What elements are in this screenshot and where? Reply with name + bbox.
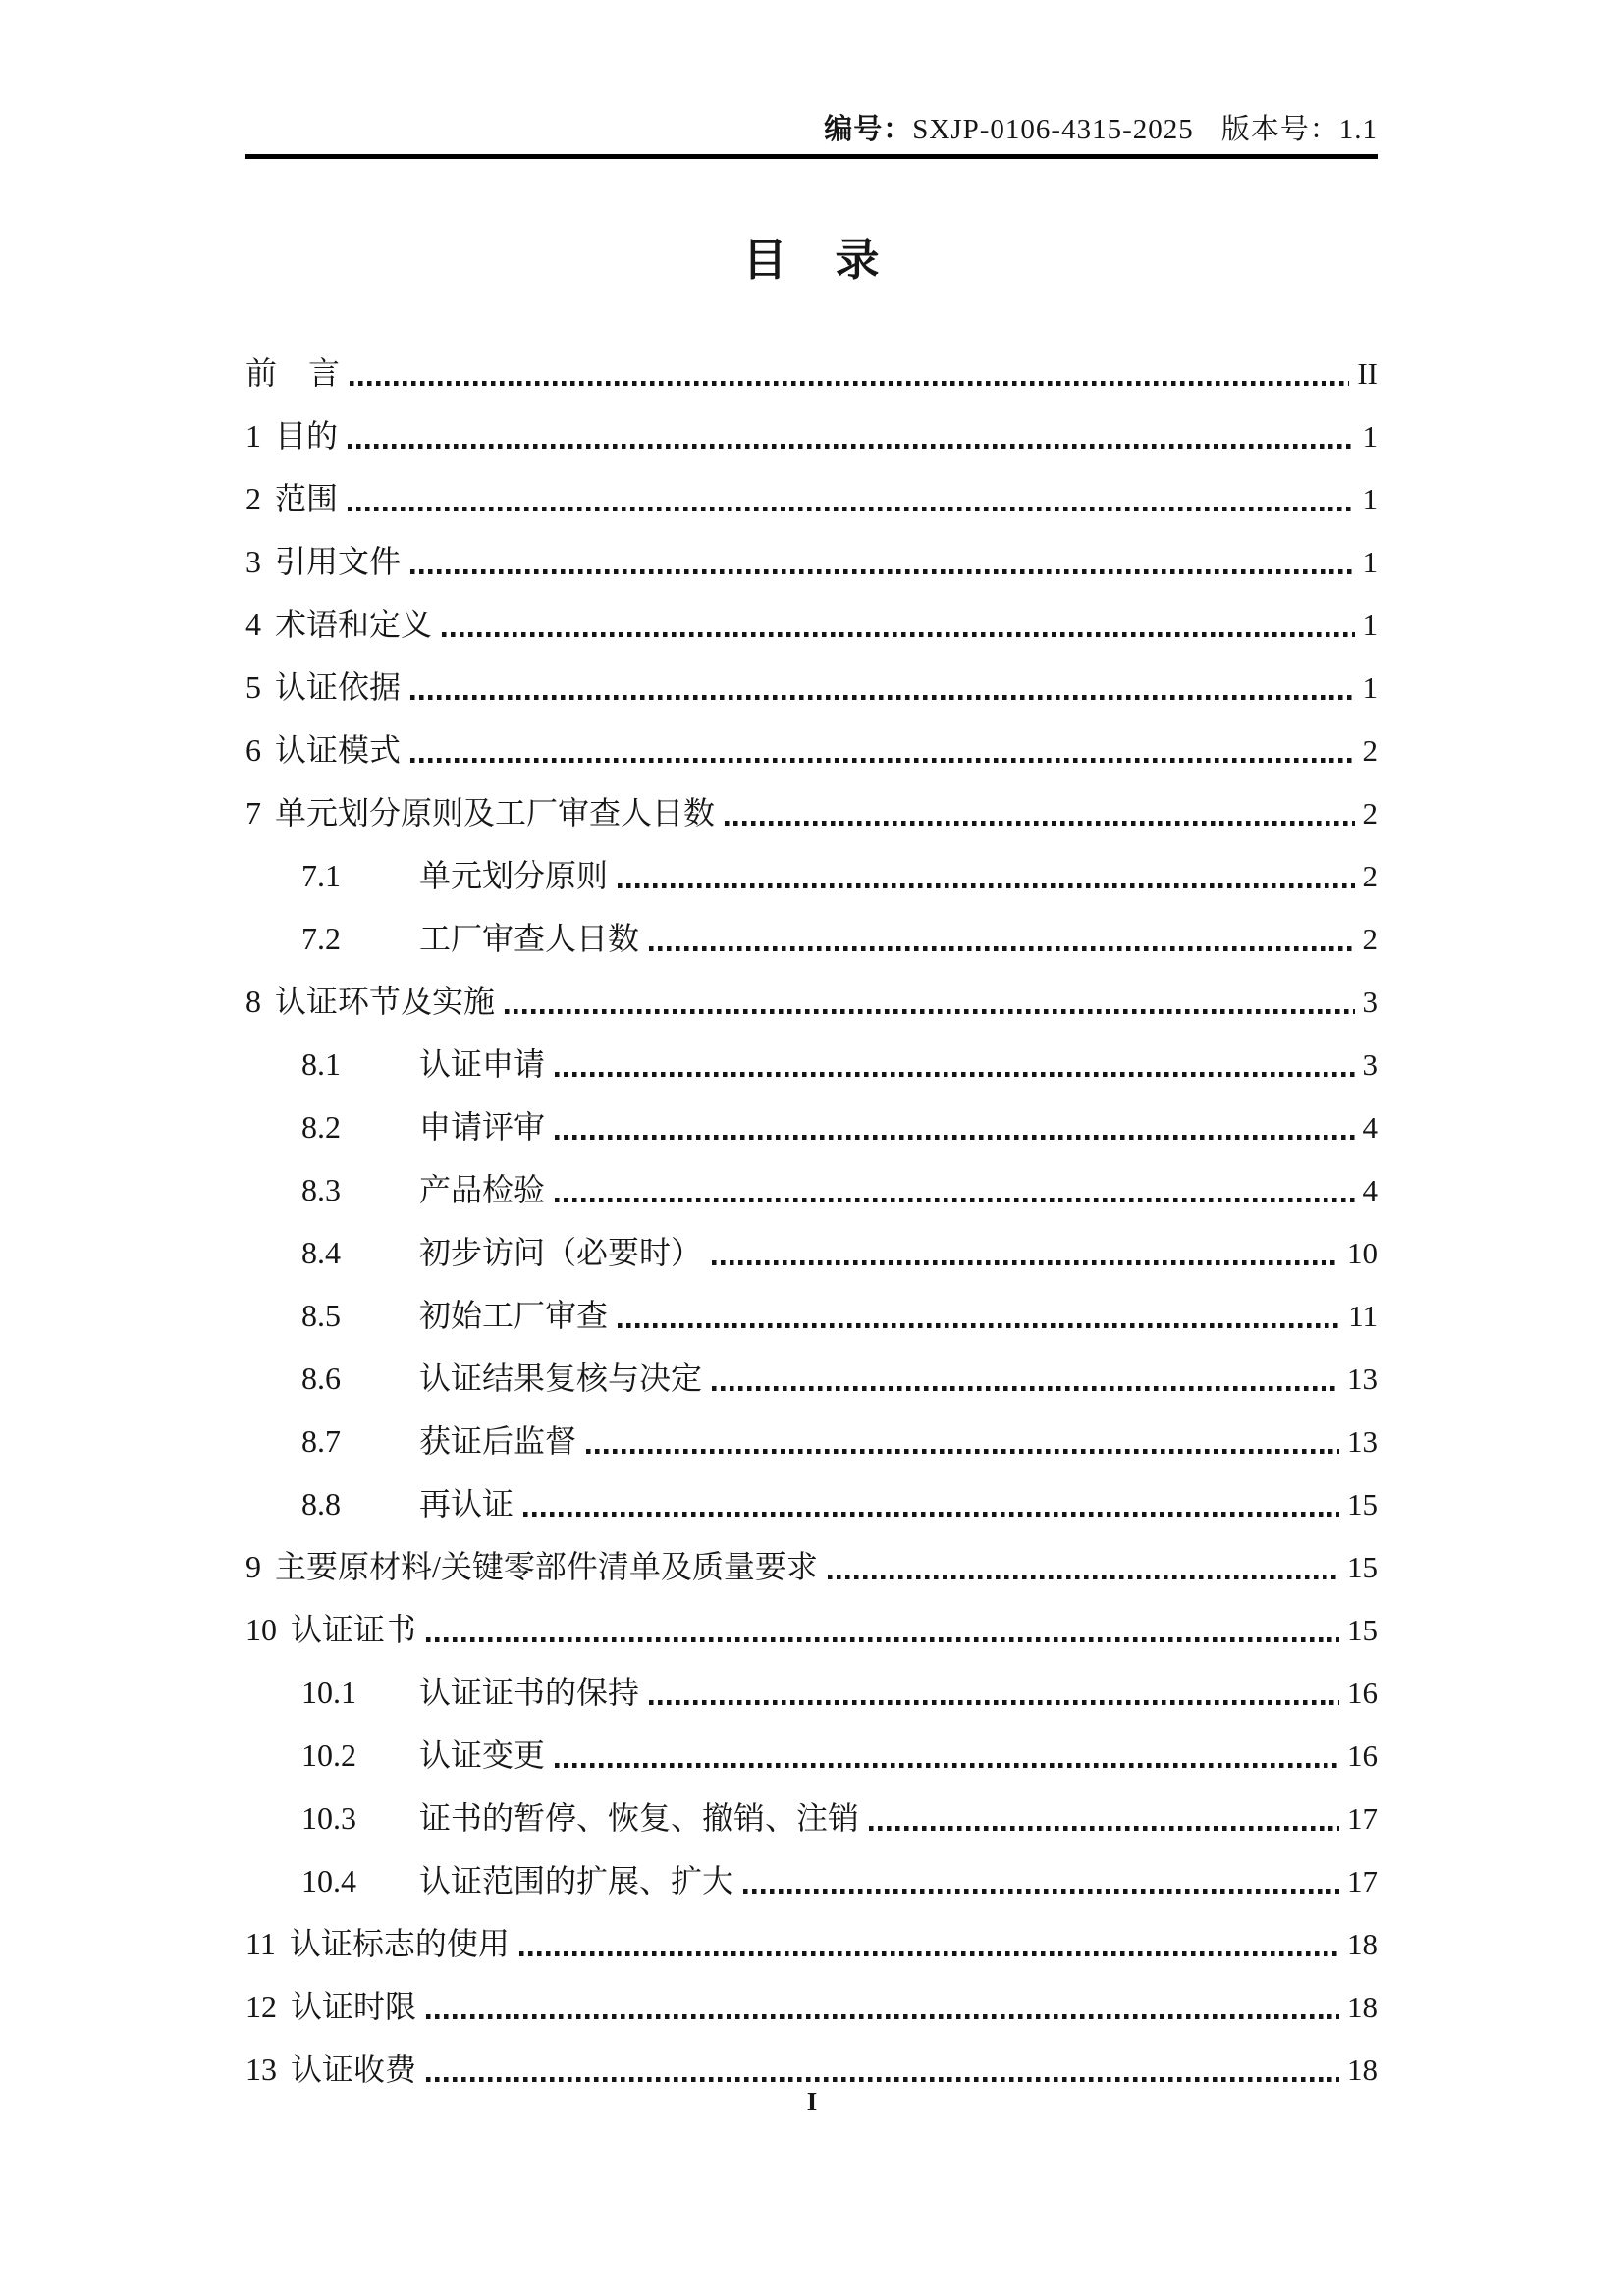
toc-entry <box>245 1463 1378 1525</box>
toc-leader-dots <box>618 1323 1340 1328</box>
document-header <box>824 110 1378 149</box>
toc-entry-number: 10.4 <box>301 1863 356 1898</box>
toc-entry <box>245 772 1378 834</box>
toc-entry-page: 4 <box>1362 1173 1378 1207</box>
toc-entry-page: 3 <box>1362 1047 1378 1082</box>
toc-entry-number: 7.1 <box>301 858 341 893</box>
toc-entry-label: 认证模式 <box>275 732 402 768</box>
toc-entry-page: 2 <box>1362 796 1378 830</box>
toc-entry-number: 1 <box>245 418 261 454</box>
toc-entry-label: 单元划分原则及工厂审查人日数 <box>275 795 716 830</box>
toc-leader-dots <box>426 1637 1339 1642</box>
toc-leader-dots <box>555 1135 1354 1140</box>
toc-entry-label: 工厂审查人日数 <box>419 921 640 956</box>
toc-entry-label: 初步访问（必要时） <box>419 1235 703 1270</box>
toc-entry-page: 16 <box>1347 1676 1378 1710</box>
toc-entry-page: 18 <box>1347 2053 1378 2087</box>
toc-entry-label: 认证结果复核与决定 <box>419 1361 703 1396</box>
toc-entry-label: 认证变更 <box>419 1737 546 1773</box>
toc-entry-page: 11 <box>1348 1299 1378 1333</box>
toc-entry-page: 2 <box>1362 733 1378 768</box>
toc-leader-dots <box>519 1951 1339 1956</box>
toc-entry-label: 范围 <box>275 481 339 516</box>
toc-entry <box>245 1651 1378 1714</box>
toc-leader-dots <box>523 1512 1339 1517</box>
toc-entry-number: 8 <box>245 984 261 1019</box>
toc-entry-label: 目的 <box>275 418 339 454</box>
toc-entry-page: 1 <box>1362 482 1378 516</box>
toc-entry <box>245 646 1378 709</box>
toc-entry-number: 3 <box>245 544 261 579</box>
toc-entry-label: 申请评审 <box>419 1109 546 1145</box>
toc-leader-dots <box>712 1260 1339 1265</box>
toc-entry <box>245 1023 1378 1086</box>
toc-entry-number: 6 <box>245 732 261 768</box>
toc-entry-page: 18 <box>1347 1990 1378 2024</box>
toc-entry <box>245 1902 1378 1965</box>
doc-number-value: SXJP-0106-4315-2025 <box>912 114 1194 145</box>
toc-entry-page: 15 <box>1347 1613 1378 1647</box>
toc-entry-number: 8.4 <box>301 1235 341 1270</box>
toc-entry-number: 11 <box>245 1926 276 1961</box>
toc-entry-page: 1 <box>1362 670 1378 705</box>
toc-entry-number: 8.7 <box>301 1423 341 1459</box>
toc-entry-number: 10.2 <box>301 1737 356 1773</box>
toc-entry-number: 2 <box>245 481 261 516</box>
toc-entry <box>245 960 1378 1023</box>
toc-entry-number: 7.2 <box>301 921 341 956</box>
toc-entry-number: 8.1 <box>301 1046 341 1082</box>
toc-entry <box>245 1400 1378 1463</box>
toc-entry-label: 认证时限 <box>291 1989 417 2024</box>
toc-leader-dots <box>649 946 1354 951</box>
toc-entry-page: 16 <box>1347 1738 1378 1773</box>
toc-entry-label: 前 言 <box>245 355 341 391</box>
toc-entry-page: 18 <box>1347 1927 1378 1961</box>
toc-entry <box>245 1777 1378 1840</box>
toc-entry-label: 认证收费 <box>291 2052 417 2087</box>
toc-entry <box>245 457 1378 520</box>
toc-entry <box>245 1965 1378 2028</box>
toc-leader-dots <box>649 1700 1339 1705</box>
toc-entry-number: 4 <box>245 607 261 642</box>
toc-entry-page: 3 <box>1362 985 1378 1019</box>
toc-entry-number: 8.3 <box>301 1172 341 1207</box>
toc-entry-page: 2 <box>1362 922 1378 956</box>
toc-entry-number: 8.2 <box>301 1109 341 1145</box>
toc-entry-number: 9 <box>245 1549 261 1584</box>
toc-entry-page: 1 <box>1362 419 1378 454</box>
toc-entry-label: 证书的暂停、恢复、撤销、注销 <box>419 1800 860 1836</box>
toc-entry-number: 8.5 <box>301 1298 341 1333</box>
toc-entry-label: 术语和定义 <box>275 607 433 642</box>
toc-entry-label: 认证证书 <box>291 1612 417 1647</box>
toc-entry-page: 17 <box>1347 1801 1378 1836</box>
toc-entry <box>245 332 1378 395</box>
toc-entry-page: 1 <box>1362 545 1378 579</box>
toc-leader-dots <box>618 883 1354 888</box>
toc-leader-dots <box>426 2077 1339 2082</box>
toc-entry-label: 认证标志的使用 <box>289 1926 510 1961</box>
toc-leader-dots <box>410 569 1354 574</box>
toc-entry-page: 10 <box>1347 1236 1378 1270</box>
toc-entry <box>245 520 1378 583</box>
toc-entry-label: 引用文件 <box>275 544 402 579</box>
toc-leader-dots <box>426 2014 1339 2019</box>
toc-entry-label: 产品检验 <box>419 1172 546 1207</box>
toc-entry <box>245 1840 1378 1902</box>
toc-entry-number: 10.1 <box>301 1675 356 1710</box>
toc-entry <box>245 709 1378 772</box>
toc-leader-dots <box>712 1386 1339 1391</box>
header-rule <box>245 154 1378 159</box>
toc-entry <box>245 1148 1378 1211</box>
toc-entry <box>245 897 1378 960</box>
toc-entry-page: 4 <box>1362 1110 1378 1145</box>
toc-entry-page: 2 <box>1362 859 1378 893</box>
toc-entry-label: 认证依据 <box>275 669 402 705</box>
toc-entry-page: 15 <box>1347 1550 1378 1584</box>
toc-entry <box>245 395 1378 457</box>
toc-entry-page: 13 <box>1347 1424 1378 1459</box>
toc-entry <box>245 2028 1378 2091</box>
toc-leader-dots <box>350 381 1349 386</box>
toc-entry <box>245 1714 1378 1777</box>
toc-entry-label: 主要原材料/关键零部件清单及质量要求 <box>275 1549 818 1584</box>
toc-leader-dots <box>348 444 1354 449</box>
toc-entry <box>245 1211 1378 1274</box>
toc-leader-dots <box>555 1072 1354 1077</box>
toc-entry <box>245 1274 1378 1337</box>
toc-leader-dots <box>348 507 1354 511</box>
toc-leader-dots <box>555 1198 1354 1202</box>
toc-entry <box>245 1588 1378 1651</box>
toc-entry-page: II <box>1357 356 1378 391</box>
toc-entry-label: 认证申请 <box>419 1046 546 1082</box>
toc-entry-number: 7 <box>245 795 261 830</box>
toc-leader-dots <box>828 1575 1339 1579</box>
toc-entry-page: 1 <box>1362 608 1378 642</box>
version-label: 版本号： <box>1220 114 1339 145</box>
toc-entry-label: 再认证 <box>419 1486 514 1522</box>
toc-leader-dots <box>555 1763 1339 1768</box>
toc-entry-number: 8.8 <box>301 1486 341 1522</box>
toc-entry-page: 15 <box>1347 1487 1378 1522</box>
toc-list <box>245 332 1378 2091</box>
toc-entry <box>245 834 1378 897</box>
toc-entry <box>245 1086 1378 1148</box>
toc-leader-dots <box>869 1826 1339 1831</box>
toc-leader-dots <box>725 821 1354 826</box>
page-title: 目 录 <box>742 236 882 285</box>
toc-entry <box>245 583 1378 646</box>
toc-leader-dots <box>505 1009 1354 1014</box>
toc-leader-dots <box>410 758 1354 763</box>
toc-entry-number: 8.6 <box>301 1361 341 1396</box>
toc-entry-number: 13 <box>245 2052 277 2087</box>
toc-entry-label: 单元划分原则 <box>419 858 609 893</box>
toc-leader-dots <box>586 1449 1339 1454</box>
toc-entry-label: 认证环节及实施 <box>275 984 496 1019</box>
toc-leader-dots <box>442 632 1354 637</box>
toc-entry-number: 5 <box>245 669 261 705</box>
toc-entry-number: 10 <box>245 1612 277 1647</box>
toc-entry <box>245 1525 1378 1588</box>
toc-leader-dots <box>743 1889 1339 1894</box>
toc-entry-label: 认证证书的保持 <box>419 1675 640 1710</box>
footer-page-number: I <box>806 2087 818 2116</box>
toc-entry-label: 初始工厂审查 <box>419 1298 609 1333</box>
toc-entry-number: 12 <box>245 1989 277 2024</box>
toc-entry-number: 10.3 <box>301 1800 356 1836</box>
doc-number-label: 编号： <box>824 114 913 145</box>
version-value: 1.1 <box>1338 114 1378 145</box>
toc-entry-page: 13 <box>1347 1362 1378 1396</box>
toc-entry-page: 17 <box>1347 1864 1378 1898</box>
toc-entry-label: 认证范围的扩展、扩大 <box>419 1863 734 1898</box>
toc-entry <box>245 1337 1378 1400</box>
toc-leader-dots <box>410 695 1354 700</box>
toc-entry-label: 获证后监督 <box>419 1423 577 1459</box>
